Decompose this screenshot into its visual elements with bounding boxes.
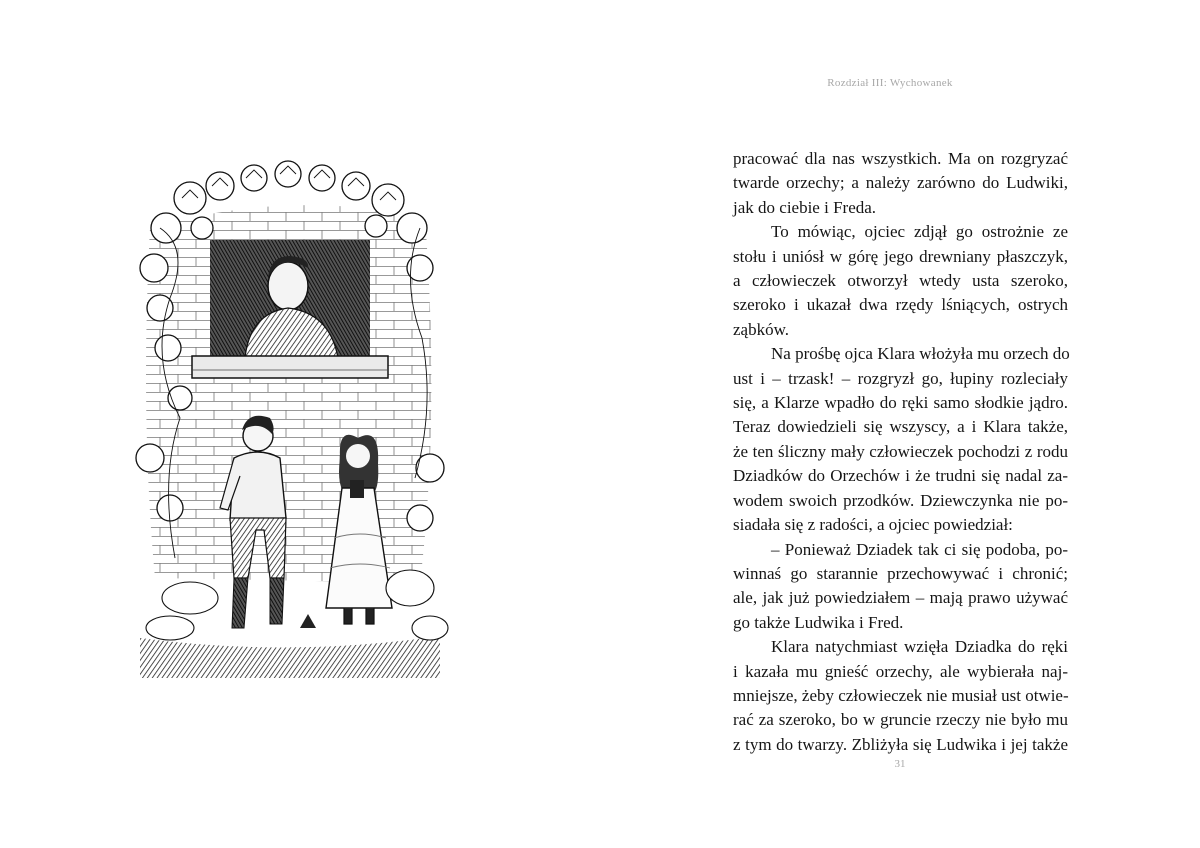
text-line: pracować dla nas wszystkich. Ma on rozgryzać (733, 149, 1068, 168)
body-text (733, 147, 1068, 757)
right-page (600, 0, 1200, 848)
text-line: ale, jak już powiedziałem – mają prawo używać (733, 588, 1068, 608)
text-line: wodem swoich przodków. Dziewczynka nie po- (733, 490, 1068, 510)
text-line: że ten śliczny mały człowieczek pochodzi z rodu (733, 441, 1068, 461)
text-line: a człowieczek otworzył wtedy usta szeroko, (733, 271, 1068, 291)
text-line: To mówiąc, ojciec zdjął go ostrożnie ze (771, 222, 1068, 242)
text-line: go także Ludwika i Fred. (733, 612, 904, 632)
text-line: twarde orzechy; a należy zarówno do Ludwiki, (733, 173, 1068, 193)
text-line: Teraz dowiedzieli się wszyscy, a i Klara także, (733, 417, 1068, 437)
engraving-illustration (130, 158, 450, 678)
text-line: winnaś go starannie przechowywać i chronić; (733, 563, 1068, 583)
page-number: 31 (894, 758, 906, 770)
text-line: rać za szeroko, bo w gruncie rzeczy nie było mu (733, 710, 1068, 730)
text-line: – Ponieważ Dziadek tak ci się podoba, po- (771, 539, 1068, 559)
text-line: Na prośbę ojca Klara włożyła mu orzech do (771, 344, 1070, 364)
text-line: szeroko i ukazał dwa rzędy lśniących, ostrych (733, 295, 1068, 315)
text-line: siadała się z radości, a ojciec powiedział: (733, 515, 1013, 535)
text-line: stołu i uniósł w górę jego drewniany płaszczyk, (733, 246, 1068, 266)
text-line: mniejsze, żeby człowieczek nie musiał ust otwie- (733, 685, 1069, 705)
text-line: z tym do twarzy. Zbliżyła się Ludwika i jej także (733, 734, 1068, 754)
text-line: i kazała mu gnieść orzechy, ale wybierała naj- (733, 661, 1068, 681)
text-line: Klara natychmiast wzięła Dziadka do ręki (771, 637, 1068, 657)
running-head: Rozdział III: Wychowanek (827, 77, 953, 89)
text-line: Dziadków do Orzechów i że trudni się nadal za- (733, 466, 1068, 486)
engraving-children-at-window (130, 158, 450, 678)
text-line: jak do ciebie i Freda. (733, 197, 877, 217)
text-line: się, a Klarze wpadło do ręki samo słodkie jądro. (733, 393, 1068, 413)
text-line: ust i – trzask! – rozgryzł go, łupiny rozleciały (733, 368, 1068, 388)
text-line: ząbków. (733, 319, 790, 339)
